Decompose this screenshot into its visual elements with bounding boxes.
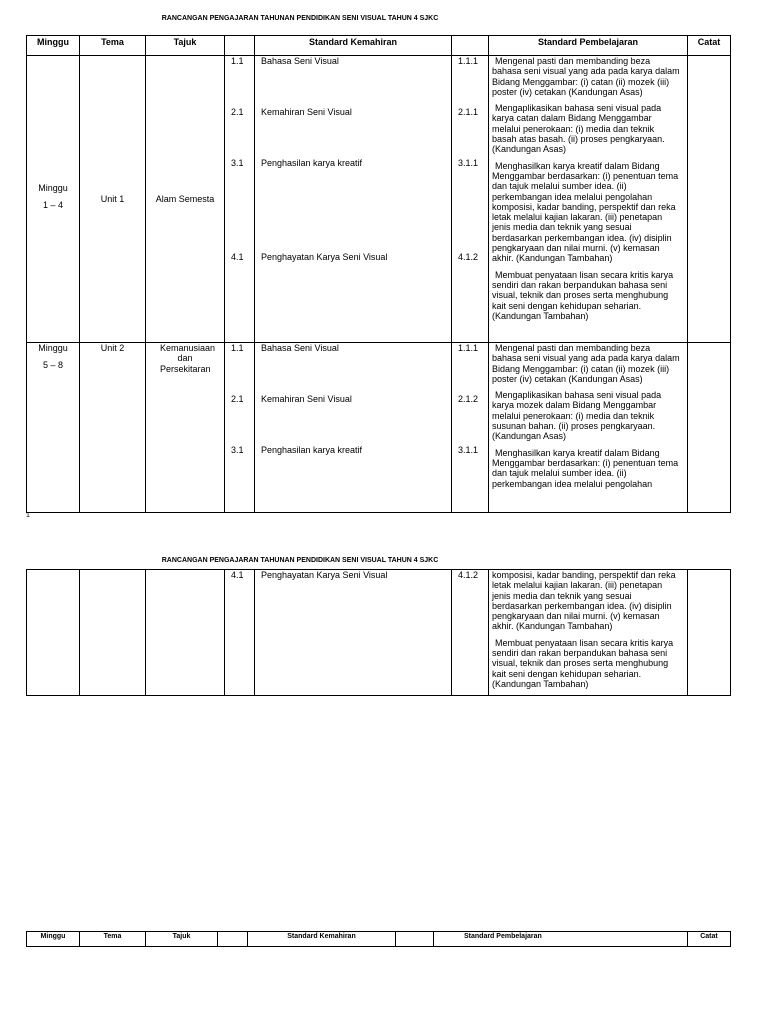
repeated-header-table	[26, 931, 731, 947]
table-row	[27, 343, 731, 513]
sk-code-cell	[225, 570, 255, 696]
table-header-row	[27, 932, 731, 947]
sk-code: 1.1	[231, 343, 244, 353]
catat-cell	[688, 343, 731, 513]
header-minggu: Minggu	[27, 932, 80, 947]
sk-text: Penghasilan karya kreatif	[261, 158, 363, 168]
sk-text: Penghayatan Karya Seni Visual	[261, 570, 388, 580]
sp-text: Membuat penyataan lisan secara kritis karya sendiri dan rakan berpandukan bahasa seni visual, teknik dan proses serta menghubung kait seni dengan kehidupan seharian. (Kandungan Tambahan)	[492, 637, 674, 689]
header-tajuk: Tajuk	[146, 932, 218, 947]
sp-text-cell	[489, 570, 688, 696]
sk-code: 4.1	[231, 252, 244, 262]
sk-code: 2.1	[231, 394, 244, 404]
minggu-cell	[27, 570, 80, 696]
sp-code: 1.1.1	[458, 343, 479, 353]
sp-code: 3.1.1	[458, 445, 479, 455]
page-number: 1	[26, 512, 30, 519]
sp-text: Mengenal pasti dan membanding beza bahasa seni visual yang ada pada karya dalam Bidang Menggambar: (i) catan (ii) mozek (iii) poster (iv) cetakan (Kandungan Asas)	[492, 56, 680, 97]
sk-text: Bahasa Seni Visual	[261, 56, 339, 66]
table-row	[27, 56, 731, 343]
sp-text: Mengaplikasikan bahasa seni visual pada karya catan dalam Bidang Menggambar melalui penerokaan: (i) media dan teknik basah atas basah. (ii) proses pengkaryaan. (Kandungan Asas)	[492, 103, 665, 155]
minggu-range: 1 – 4	[42, 200, 64, 210]
catat-cell	[688, 56, 731, 343]
tajuk-value: Alam Semesta	[155, 194, 215, 204]
sk-text: Bahasa Seni Visual	[261, 343, 339, 353]
tajuk-cell	[146, 56, 225, 343]
header-blank	[452, 36, 489, 56]
sk-code: 3.1	[231, 158, 244, 168]
sp-code-cell	[452, 570, 489, 696]
minggu-cell	[27, 343, 80, 513]
sk-text: Kemahiran Seni Visual	[261, 107, 352, 117]
page-title: RANCANGAN PENGAJARAN TAHUNAN PENDIDIKAN SENI VISUAL TAHUN 4 SJKC	[161, 557, 439, 564]
tema-cell	[80, 56, 146, 343]
header-blank	[396, 932, 434, 947]
sp-text: Mengaplikasikan bahasa seni visual pada karya mozek dalam Bidang Menggambar melalui penerokaan: (i) media dan teknik susunan bahan. (ii) proses pengkaryaan. (Kandungan Asas)	[492, 390, 662, 442]
sp-code: 3.1.1	[458, 158, 479, 168]
header-standard-pembelajaran: Standard Pembelajaran	[489, 36, 688, 56]
sp-text: Membuat penyataan lisan secara kritis karya sendiri dan rakan berpandukan bahasa seni visual, teknik dan proses serta menghubung kait seni dengan kehidupan seharian. (Kandungan Tambahan)	[492, 269, 674, 321]
sk-text: Penghasilan karya kreatif	[261, 445, 363, 455]
tajuk-cell	[146, 343, 225, 513]
sp-text: komposisi, kadar banding, perspektif dan reka letak melalui kajian lakaran. (iii) penetapan jenis media dan teknik yang sesuai berdasarkan perkembangan idea. (iv) disiplin pengkaryaan dan nilai murni. (v) kemasan akhir. (Kandungan Tambahan)	[492, 570, 676, 632]
sp-text: Mengenal pasti dan membanding beza bahasa seni visual yang ada pada karya dalam Bidang Menggambar: (i) catan (ii) mozek (iii) poster (iv) cetakan (Kandungan Asas)	[492, 343, 680, 384]
sk-code: 2.1	[231, 107, 244, 117]
minggu-cell	[27, 56, 80, 343]
tema-cell	[80, 570, 146, 696]
sp-text: Menghasilkan karya kreatif dalam Bidang Menggambar berdasarkan: (i) penentuan tema dan tajuk melalui sumber idea. (ii) perkembangan idea melalui pengolahan komposisi, kadar banding, perspektif dan reka letak melalui kajian lakaran. (iii) penetapan jenis media dan teknik yang sesuai berdasarkan perkembangan idea. (iv) disiplin pengkaryaan dan nilai murni. (v) kemasan akhir. (Kandungan Tambahan)	[492, 160, 679, 264]
tema-cell	[80, 343, 146, 513]
tema-value: Unit 1	[100, 194, 125, 204]
sp-code: 4.1.2	[458, 570, 479, 580]
tajuk-cell	[146, 570, 225, 696]
lesson-plan-table	[26, 35, 731, 513]
header-catat: Catat	[688, 36, 731, 56]
sp-code: 4.1.2	[458, 252, 479, 262]
tema-value: Unit 2	[100, 343, 125, 353]
sp-code: 2.1.1	[458, 107, 479, 117]
sk-text: Kemahiran Seni Visual	[261, 394, 352, 404]
sp-code: 1.1.1	[458, 56, 479, 66]
page-title: RANCANGAN PENGAJARAN TAHUNAN PENDIDIKAN SENI VISUAL TAHUN 4 SJKC	[161, 15, 439, 22]
header-blank	[218, 932, 248, 947]
header-minggu: Minggu	[27, 36, 80, 56]
sp-code-cell	[452, 56, 489, 343]
header-tema: Tema	[80, 36, 146, 56]
sk-code: 3.1	[231, 445, 244, 455]
sp-text-cell	[489, 343, 688, 513]
sk-code: 1.1	[231, 56, 244, 66]
minggu-label: Minggu	[38, 343, 68, 353]
sp-text-cell	[489, 56, 688, 343]
sk-code-cell	[225, 343, 255, 513]
minggu-label: Minggu	[38, 183, 68, 193]
header-blank	[225, 36, 255, 56]
header-tema: Tema	[80, 932, 146, 947]
sk-code: 4.1	[231, 570, 244, 580]
minggu-range: 5 – 8	[42, 360, 64, 370]
sp-code: 2.1.2	[458, 394, 479, 404]
header-standard-kemahiran: Standard Kemahiran	[248, 932, 396, 947]
table-row	[27, 570, 731, 696]
table-header-row	[27, 36, 731, 56]
header-standard-kemahiran: Standard Kemahiran	[255, 36, 452, 56]
sk-text-cell	[255, 343, 452, 513]
sk-code-cell	[225, 56, 255, 343]
header-standard-pembelajaran: Standard Pembelajaran	[434, 932, 688, 947]
catat-cell	[688, 570, 731, 696]
sk-text-cell	[255, 56, 452, 343]
sk-text-cell	[255, 570, 452, 696]
tajuk-value: Kemanusiaan dan Persekitaran	[160, 343, 216, 374]
lesson-plan-table-continued	[26, 569, 731, 696]
sp-code-cell	[452, 343, 489, 513]
header-tajuk: Tajuk	[146, 36, 225, 56]
sk-text: Penghayatan Karya Seni Visual	[261, 252, 388, 262]
header-catat: Catat	[688, 932, 731, 947]
sp-text: Menghasilkan karya kreatif dalam Bidang Menggambar berdasarkan: (i) penentuan tema dan tajuk melalui sumber idea. (ii) perkembangan idea melalui pengolahan	[492, 447, 679, 489]
